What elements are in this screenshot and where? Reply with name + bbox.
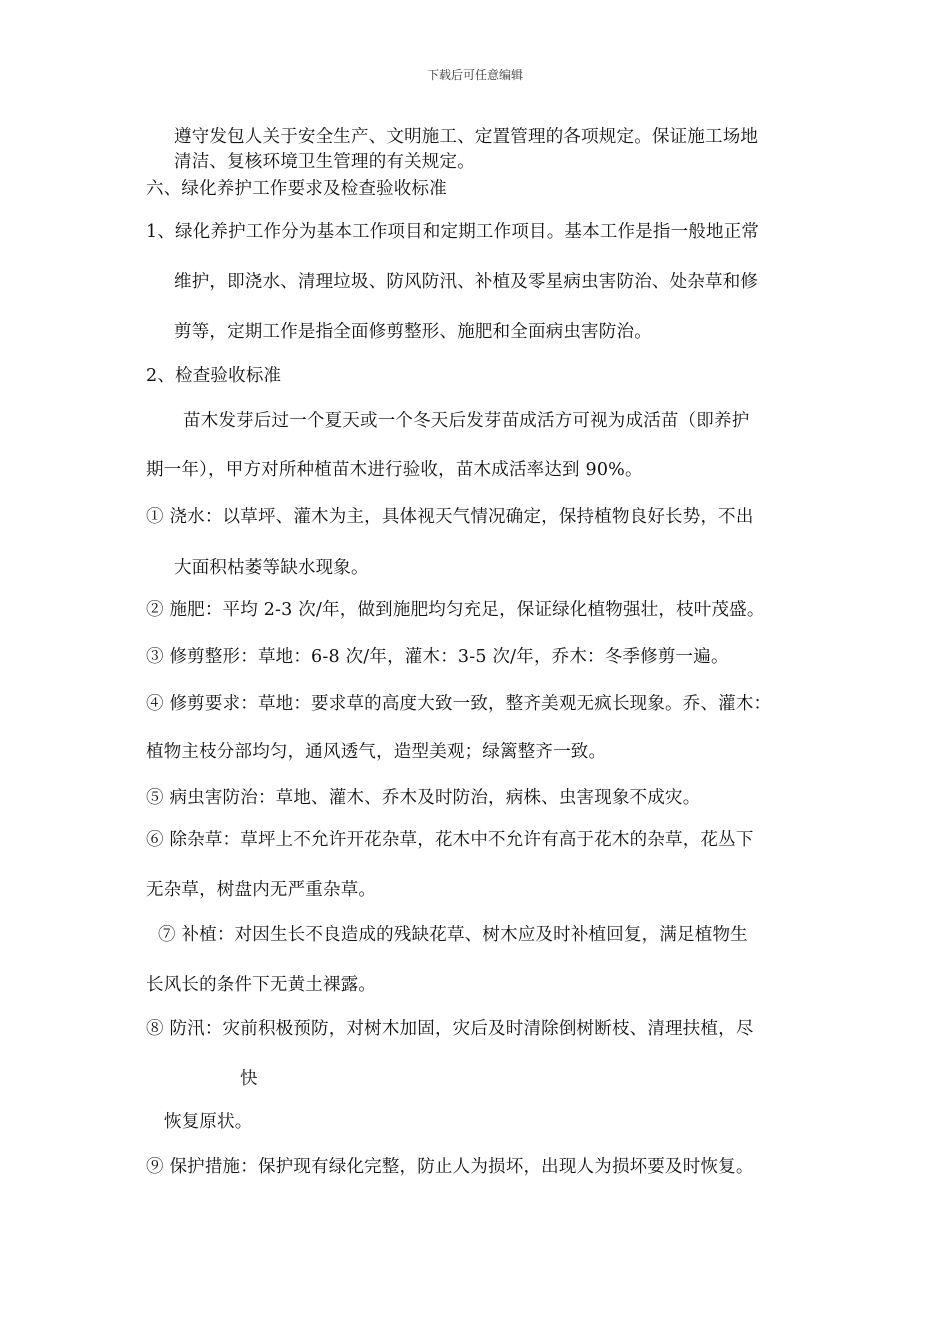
text-line: 1、绿化养护工作分为基本工作项目和定期工作项目。基本工作是指一般地正常	[146, 222, 760, 242]
list-item: ② 施肥：平均 2-3 次/年，做到施肥均匀充足，保证绿化植物强壮，枝叶茂盛。	[146, 600, 765, 620]
text-line: 恢复原状。	[164, 1112, 253, 1132]
text-line: 长风长的条件下无黄土裸露。	[146, 975, 377, 995]
text-line: 剪等，定期工作是指全面修剪整形、施肥和全面病虫害防治。	[174, 322, 652, 342]
list-item: ① 浇水：以草坪、灌木为主，具体视天气情况确定，保持植物良好长势，不出	[146, 507, 754, 527]
text-line: 苗木发芽后过一个夏天或一个冬天后发芽苗成活方可视为成活苗（即养护	[183, 411, 750, 431]
list-item: ⑧ 防汛：灾前积极预防，对树木加固，灾后及时清除倒树断枝、清理扶植，尽	[146, 1019, 754, 1039]
list-item: ④ 修剪要求：草地：要求草的高度大致一致，整齐美观无疯长现象。乔、灌木：	[146, 694, 772, 714]
text-line: 维护，即浇水、清理垃圾、防风防汛、补植及零星病虫害防治、处杂草和修	[174, 272, 759, 292]
text-line: 遵守发包人关于安全生产、文明施工、定置管理的各项规定。保证施工场地	[174, 127, 759, 147]
text-line: 期一年），甲方对所种植苗木进行验收，苗木成活率达到 90%。	[146, 460, 643, 480]
list-item: ③ 修剪整形：草地：6-8 次/年，灌木：3-5 次/年，乔木：冬季修剪一遍。	[146, 647, 729, 667]
list-item: ⑥ 除杂草：草坪上不允许开花杂草，花木中不允许有高于花木的杂草，花丛下	[146, 830, 754, 850]
section-heading: 六、绿化养护工作要求及检查验收标准	[146, 179, 447, 199]
list-item: ⑨ 保护措施：保护现有绿化完整，防止人为损坏，出现人为损坏要及时恢复。	[146, 1157, 754, 1177]
list-item: ⑦ 补植：对因生长不良造成的残缺花草、树木应及时补植回复，满足植物生	[158, 925, 748, 945]
list-item: ⑤ 病虫害防治：草地、灌木、乔木及时防治，病株、虫害现象不成灾。	[146, 788, 701, 808]
text-line: 大面积枯萎等缺水现象。	[174, 558, 369, 578]
text-line: 植物主枝分部均匀，通风透气，造型美观；绿篱整齐一致。	[146, 742, 607, 762]
text-line: 无杂草，树盘内无严重杂草。	[146, 880, 377, 900]
subheading: 2、检查验收标准	[146, 366, 282, 386]
text-line: 快	[240, 1069, 258, 1089]
text-line: 清洁、复核环境卫生管理的有关规定。	[174, 152, 475, 172]
page-header: 下载后可任意编辑	[426, 68, 523, 82]
